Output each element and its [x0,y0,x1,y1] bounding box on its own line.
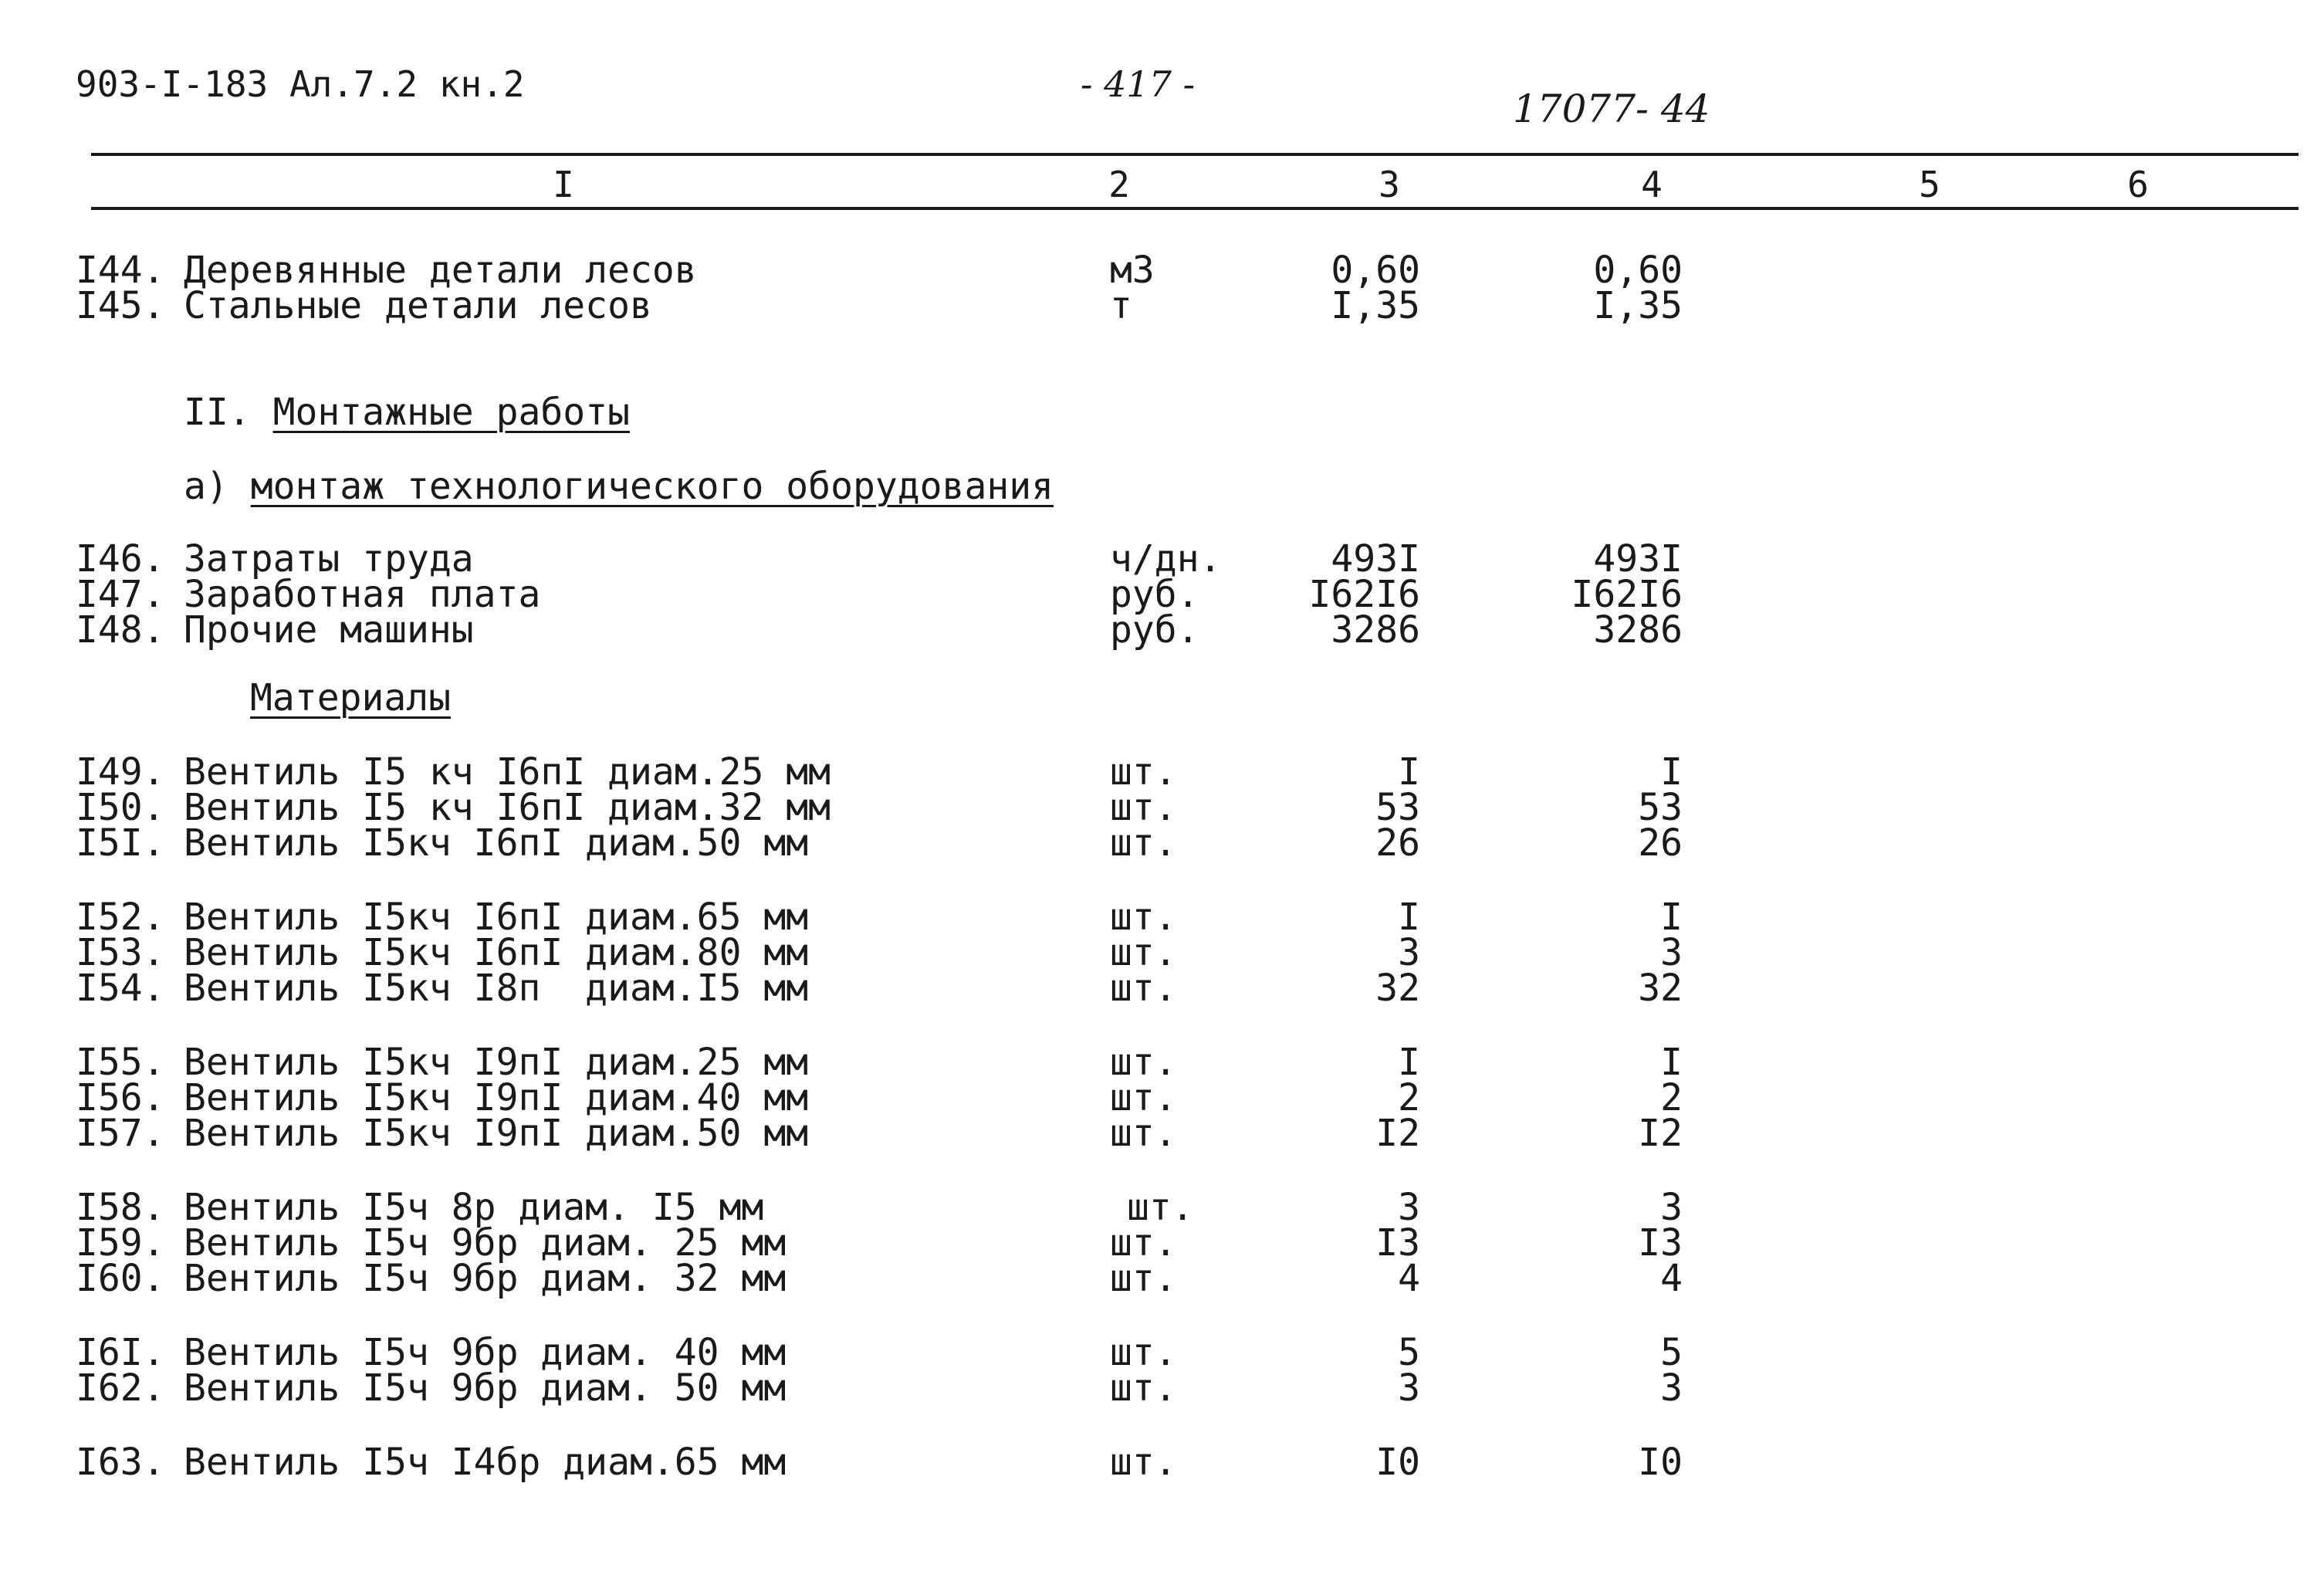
row-unit: шт. [1110,1041,1177,1084]
table-row [0,1331,2324,1374]
row-name: Вентиль I5ч 9бр диам. 25 мм [184,1221,787,1265]
table-row [0,1257,2324,1300]
column-number-1: I [553,164,574,205]
row-col4: 32 [1638,967,1683,1010]
row-col3: I2 [1375,1112,1420,1155]
row-col3: I,35 [1331,284,1420,327]
row-col4: I [1660,896,1683,939]
row-number: I5I. [76,821,165,865]
row-number: I52. [76,896,165,939]
row-col3: 32 [1375,967,1420,1010]
row-number: I49. [76,750,165,794]
row-col3: 3 [1398,931,1420,974]
table-row [0,931,2324,974]
row-col3: I0 [1375,1441,1420,1484]
row-col3: I [1398,896,1420,939]
row-name: Вентиль I5кч I9пI диам.40 мм [184,1076,809,1119]
row-col3: I3 [1375,1221,1420,1265]
row-col4: 3286 [1593,608,1683,652]
row-name: Вентиль I5кч I9пI диам.25 мм [184,1041,809,1084]
row-number: I46. [76,537,165,581]
row-unit: т [1110,284,1132,327]
row-number: I60. [76,1257,165,1300]
table-row [0,1112,2324,1155]
row-col4: 2 [1660,1076,1683,1119]
row-name: Деревянные детали лесов [184,249,697,292]
row-name: Вентиль I5ч 8р диам. I5 мм [184,1186,764,1229]
row-col3: 5 [1398,1331,1420,1374]
header-rule-top [91,153,2299,156]
row-number: I45. [76,284,165,327]
table-row [0,1041,2324,1084]
row-unit: руб. [1110,573,1199,616]
row-unit: шт. [1127,1186,1194,1229]
row-col3: 4 [1398,1257,1420,1300]
row-name: Вентиль I5 кч I6пI диам.32 мм [184,786,831,829]
row-col4: 3 [1660,1186,1683,1229]
row-number: I44. [76,249,165,292]
row-number: I62. [76,1366,165,1410]
row-unit: м3 [1110,249,1155,292]
row-col3: 493I [1331,537,1420,581]
table-row [0,1186,2324,1229]
row-col3: 26 [1375,821,1420,865]
document-code: 903-I-183 Ал.7.2 кн.2 [76,63,525,105]
row-col3: 3286 [1331,608,1420,652]
row-name: Затраты труда [184,537,474,581]
row-unit: шт. [1110,1331,1177,1374]
column-number-2: 2 [1108,164,1130,205]
table-row [0,967,2324,1010]
row-unit: шт. [1110,1112,1177,1155]
row-col3: 0,60 [1331,249,1420,292]
table-row [0,1366,2324,1410]
row-col4: 3 [1660,931,1683,974]
row-name: Заработная плата [184,573,541,616]
row-number: I63. [76,1441,165,1484]
row-col3: 53 [1375,786,1420,829]
row-number: I47. [76,573,165,616]
subsection-prefix: а) [184,465,228,508]
row-unit: шт. [1110,967,1177,1010]
row-col4: 5 [1660,1331,1683,1374]
table-row [0,1441,2324,1484]
row-name: Вентиль I5ч I4бр диам.65 мм [184,1441,787,1484]
row-unit: шт. [1110,1221,1177,1265]
row-number: I56. [76,1076,165,1119]
row-col3: I [1398,750,1420,794]
subsection-heading [184,466,1054,506]
row-number: I58. [76,1186,165,1229]
row-unit: шт. [1110,1366,1177,1410]
row-name: Вентиль I5кч I6пI диам.80 мм [184,931,809,974]
row-unit: шт. [1110,821,1177,865]
row-number: I48. [76,608,165,652]
row-number: I55. [76,1041,165,1084]
table-row [0,608,2324,652]
row-col4: 4 [1660,1257,1683,1300]
table-row [0,284,2324,327]
header-rule-bottom [91,207,2299,210]
row-number: I53. [76,931,165,974]
row-col4: I2 [1638,1112,1683,1155]
column-number-4: 4 [1641,164,1663,205]
row-col3: 2 [1398,1076,1420,1119]
row-unit: ч/дн. [1110,537,1222,581]
row-name: Вентиль I5ч 9бр диам. 40 мм [184,1331,787,1374]
row-number: I54. [76,967,165,1010]
subsection-title: монтаж технологического оборудования [250,465,1054,508]
table-row [0,573,2324,616]
row-number: I6I. [76,1331,165,1374]
row-col3: I62I6 [1308,573,1420,616]
row-col3: 3 [1398,1366,1420,1410]
row-unit: шт. [1110,750,1177,794]
materials-title: Материалы [250,676,452,720]
row-name: Вентиль I5кч I6пI диам.50 мм [184,821,809,865]
table-row [0,1221,2324,1265]
section-title: Монтажные работы [272,391,630,434]
row-name: Вентиль I5кч I8п диам.I5 мм [184,967,809,1010]
row-col3: 3 [1398,1186,1420,1229]
row-col4: 0,60 [1593,249,1683,292]
row-col4: 3 [1660,1366,1683,1410]
row-unit: шт. [1110,1441,1177,1484]
row-col4: I,35 [1593,284,1683,327]
section-roman: II. [184,391,251,434]
row-col3: I [1398,1041,1420,1084]
row-unit: шт. [1110,1257,1177,1300]
row-col4: 493I [1593,537,1683,581]
section-heading [184,392,630,432]
column-number-6: 6 [2127,164,2149,205]
row-name: Вентиль I5ч 9бр диам. 32 мм [184,1257,787,1300]
row-number: I50. [76,786,165,829]
column-number-3: 3 [1379,164,1400,205]
row-number: I57. [76,1112,165,1155]
table-row [0,821,2324,865]
row-col4: I3 [1638,1221,1683,1265]
page-number: - 417 - [1081,63,1196,105]
table-row [0,750,2324,794]
row-col4: I [1660,1041,1683,1084]
row-col4: I [1660,750,1683,794]
row-col4: 26 [1638,821,1683,865]
row-name: Вентиль I5 кч I6пI диам.25 мм [184,750,831,794]
row-col4: I62I6 [1571,573,1683,616]
row-col4: 53 [1638,786,1683,829]
row-col4: I0 [1638,1441,1683,1484]
column-number-5: 5 [1919,164,1940,205]
table-row [0,896,2324,939]
handwritten-number: 17077- 44 [1513,86,1710,131]
table-row [0,1076,2324,1119]
row-name: Вентиль I5ч 9бр диам. 50 мм [184,1366,787,1410]
table-row [0,249,2324,292]
row-unit: шт. [1110,931,1177,974]
row-unit: шт. [1110,786,1177,829]
row-unit: шт. [1110,1076,1177,1119]
row-number: I59. [76,1221,165,1265]
row-name: Вентиль I5кч I9пI диам.50 мм [184,1112,809,1155]
row-name: Вентиль I5кч I6пI диам.65 мм [184,896,809,939]
table-row [0,537,2324,581]
row-unit: руб. [1110,608,1199,652]
row-name: Стальные детали лесов [184,284,652,327]
table-row [0,786,2324,829]
row-unit: шт. [1110,896,1177,939]
materials-heading [250,678,451,718]
row-name: Прочие машины [184,608,474,652]
